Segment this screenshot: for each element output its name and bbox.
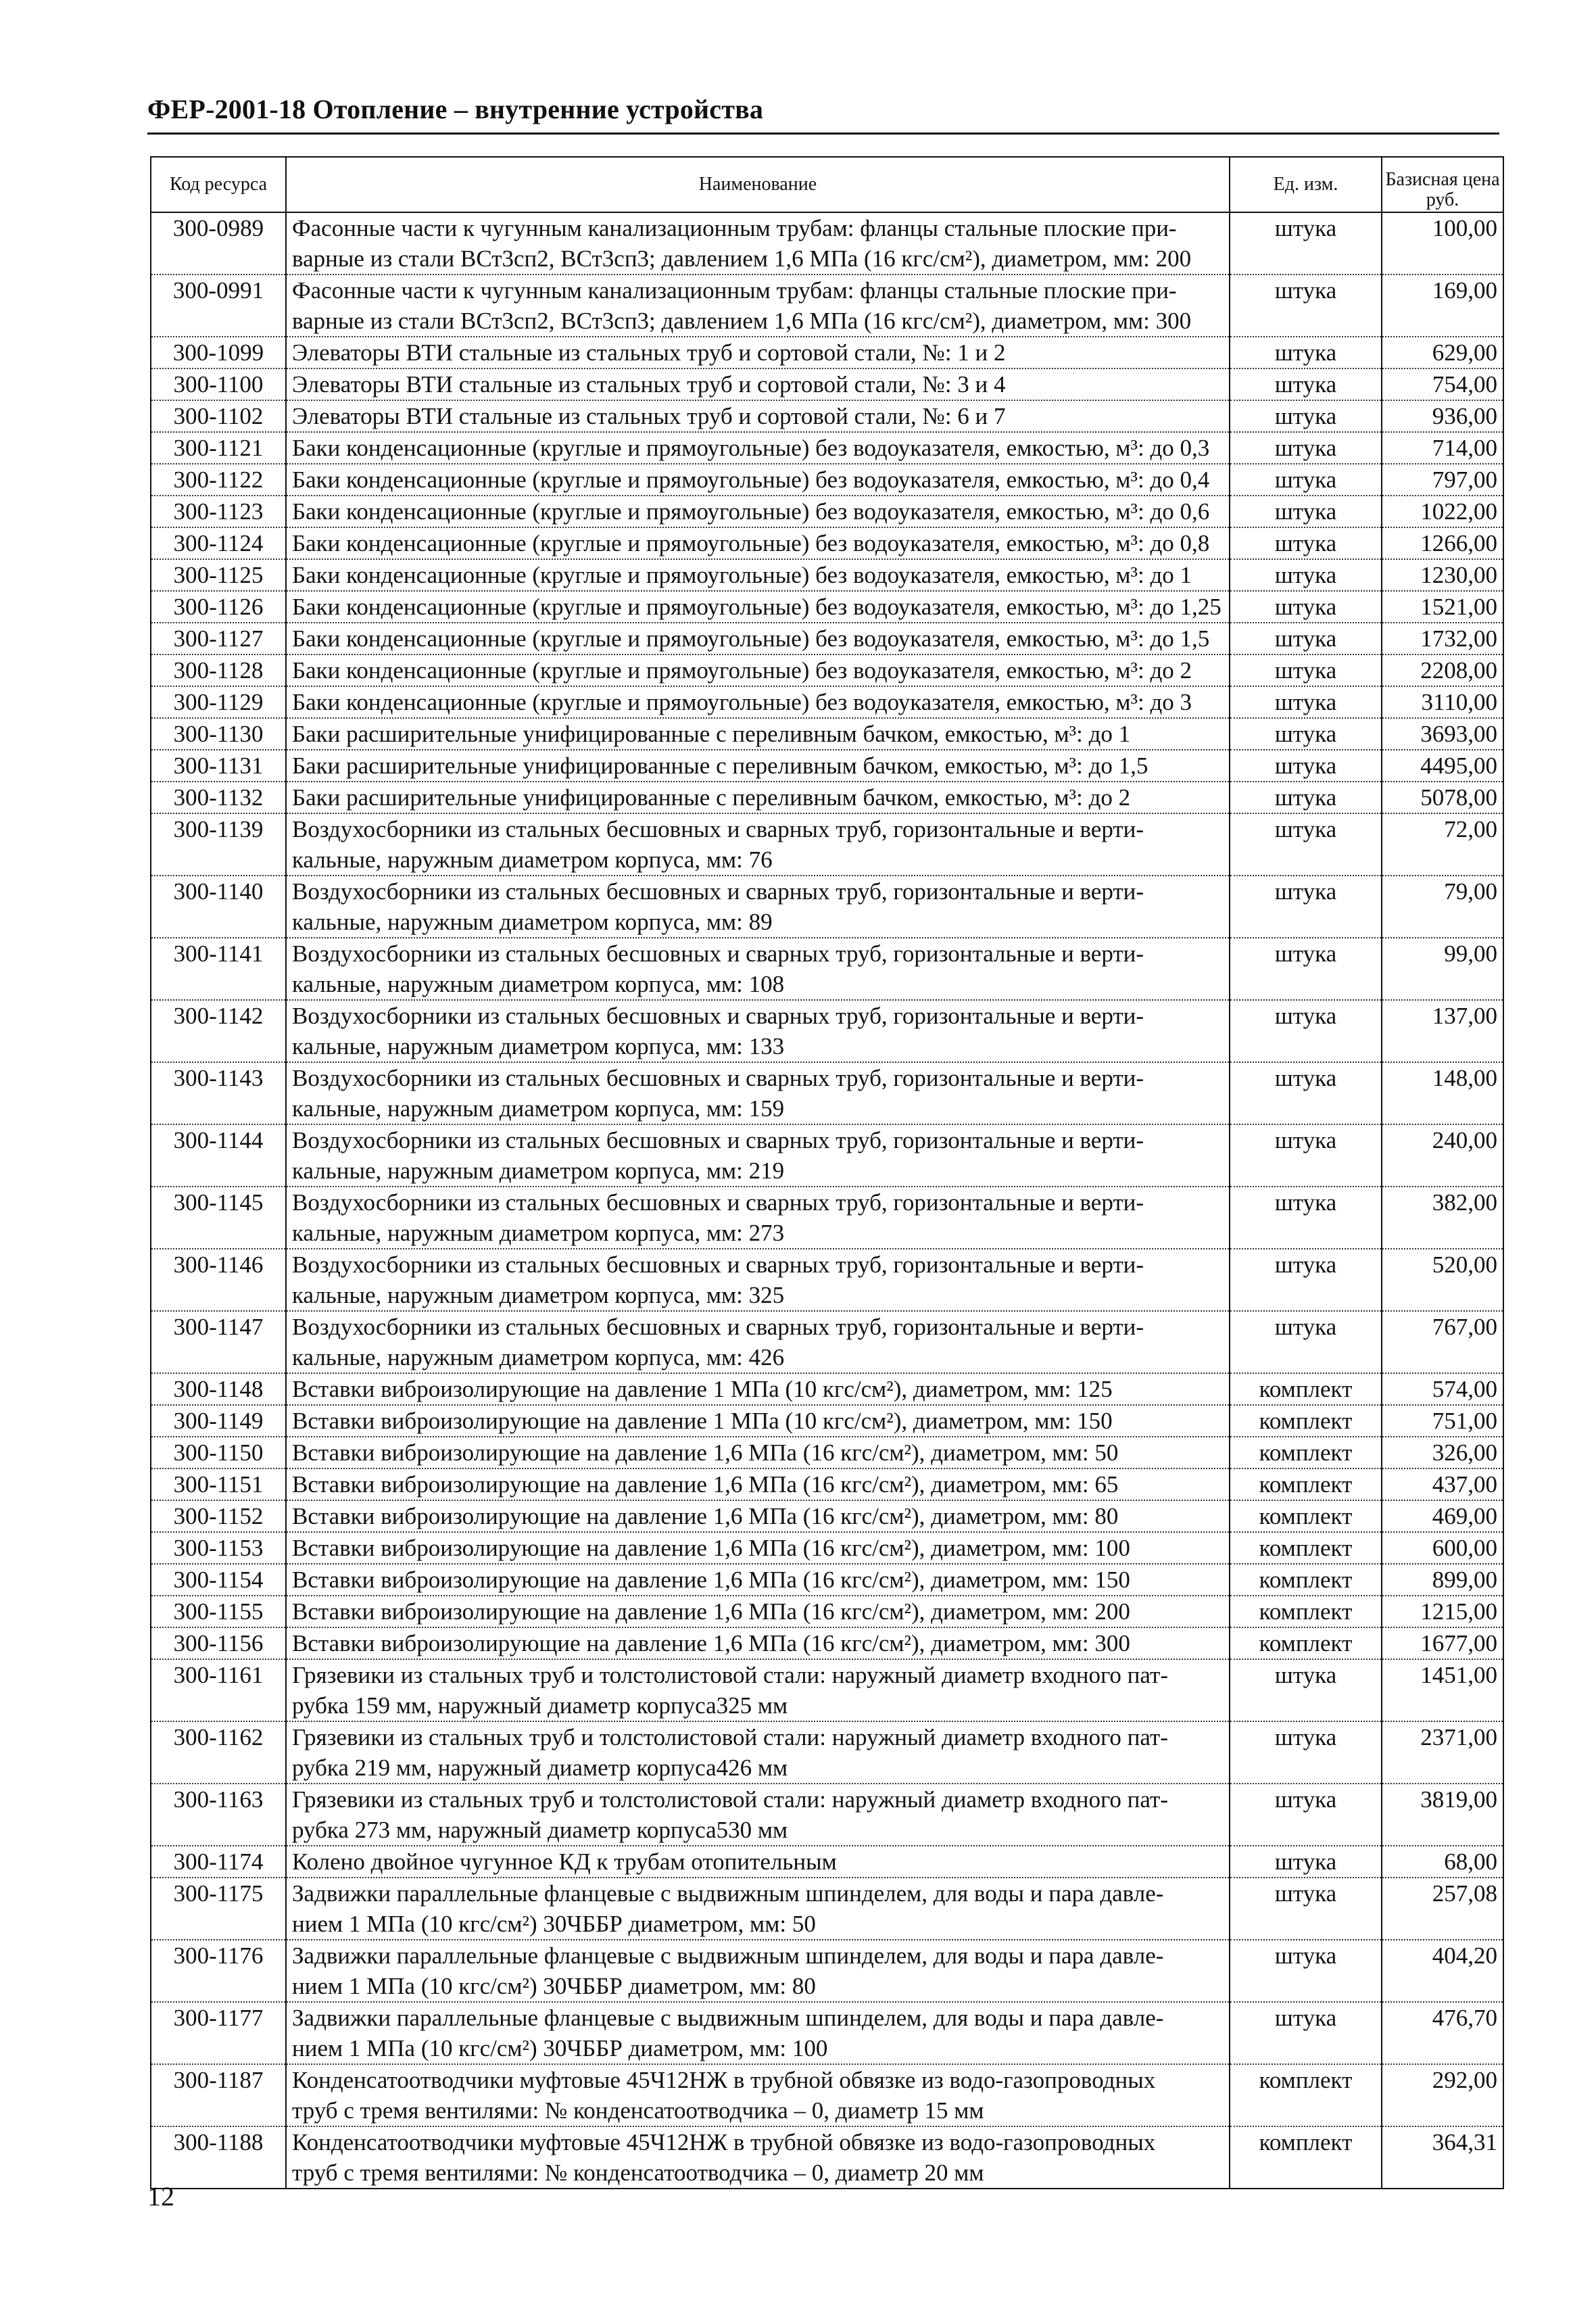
resource-code: 300-1122 [151, 464, 286, 496]
table-row [151, 1437, 1503, 1469]
resource-unit: штука [1230, 813, 1382, 876]
resource-name-line: Вставки виброизолирующие на давление 1,6 МПа (16 кгс/см²), диаметром, мм: 65 [292, 1471, 1119, 1498]
resource-name-line: Воздухосборники из стальных бесшовных и сварных труб, горизонтальные и верти- [292, 878, 1144, 905]
resource-price: 79,00 [1382, 876, 1503, 938]
table-row [151, 686, 1503, 718]
resource-name-line: Вставки виброизолирующие на давление 1 МПа (10 кгс/см²), диаметром, мм: 125 [292, 1376, 1113, 1402]
resource-unit: штука [1230, 337, 1382, 368]
resource-name [286, 1878, 1230, 1940]
resource-name-line: Воздухосборники из стальных бесшовных и сварных труб, горизонтальные и верти- [292, 816, 1144, 842]
resource-code: 300-1132 [151, 782, 286, 813]
table-row [151, 591, 1503, 623]
resource-price: 714,00 [1382, 432, 1503, 464]
resource-price: 600,00 [1382, 1532, 1503, 1564]
resource-unit: штука [1230, 1940, 1382, 2002]
resource-name-line: кальные, наружным диаметром корпуса, мм: 108 [292, 971, 785, 997]
resource-unit: штука [1230, 782, 1382, 813]
table-row [151, 1784, 1503, 1846]
resource-name-line: Элеваторы ВТИ стальные из стальных труб и сортовой стали, №: 6 и 7 [292, 403, 1006, 429]
resource-price: 1022,00 [1382, 496, 1503, 527]
resource-unit: комплект [1230, 1532, 1382, 1564]
table-row [151, 212, 1503, 275]
resource-code: 300-1148 [151, 1373, 286, 1405]
resource-price: 100,00 [1382, 212, 1503, 275]
resource-code: 300-1099 [151, 337, 286, 368]
table-row [151, 2064, 1503, 2126]
resource-name-line: Баки конденсационные (круглые и прямоугольные) без водоуказателя, емкостью, м³: до 2 [292, 657, 1192, 684]
resource-price: 257,08 [1382, 1878, 1503, 1940]
resource-name [286, 337, 1230, 368]
resource-name [286, 686, 1230, 718]
resource-name [286, 432, 1230, 464]
resource-name [286, 654, 1230, 686]
table-row [151, 432, 1503, 464]
resource-price: 1451,00 [1382, 1659, 1503, 1721]
resource-name [286, 591, 1230, 623]
resource-price: 3693,00 [1382, 718, 1503, 750]
resource-price: 3110,00 [1382, 686, 1503, 718]
resource-unit: штука [1230, 938, 1382, 1000]
resource-code: 300-1125 [151, 559, 286, 591]
resource-unit: штука [1230, 432, 1382, 464]
resource-code: 300-1142 [151, 1000, 286, 1062]
resource-unit: штука [1230, 876, 1382, 938]
table-row [151, 623, 1503, 654]
resource-name-line: кальные, наружным диаметром корпуса, мм: 273 [292, 1220, 785, 1246]
resource-name-line: Элеваторы ВТИ стальные из стальных труб и сортовой стали, №: 1 и 2 [292, 339, 1006, 366]
resource-unit: штука [1230, 718, 1382, 750]
resource-name-line: рубка 273 мм, наружный диаметр корпуса530 мм [292, 1817, 788, 1843]
resource-unit: штука [1230, 1721, 1382, 1784]
resource-code: 300-1102 [151, 400, 286, 432]
resource-price-table [150, 156, 1504, 2189]
resource-code: 300-1123 [151, 496, 286, 527]
resource-name-line: Воздухосборники из стальных бесшовных и сварных труб, горизонтальные и верти- [292, 1251, 1144, 1278]
table-row [151, 1627, 1503, 1659]
resource-name-line: нием 1 МПа (10 кгс/см²) 30ЧББР диаметром, мм: 80 [292, 1973, 816, 1999]
table-row [151, 2126, 1503, 2189]
resource-code: 300-1124 [151, 527, 286, 559]
resource-price: 2371,00 [1382, 1721, 1503, 1784]
resource-code: 300-1174 [151, 1846, 286, 1878]
resource-unit: комплект [1230, 1373, 1382, 1405]
resource-price: 899,00 [1382, 1564, 1503, 1596]
resource-price: 1521,00 [1382, 591, 1503, 623]
resource-name-line: кальные, наружным диаметром корпуса, мм: 426 [292, 1344, 785, 1370]
resource-name-line: Баки расширительные унифицированные с переливным бачком, емкостью, м³: до 1,5 [292, 753, 1148, 779]
resource-unit: комплект [1230, 1500, 1382, 1532]
resource-unit: комплект [1230, 1437, 1382, 1469]
resource-price: 1230,00 [1382, 559, 1503, 591]
resource-name [286, 1627, 1230, 1659]
resource-price: 382,00 [1382, 1187, 1503, 1249]
resource-unit: штука [1230, 400, 1382, 432]
resource-price: 240,00 [1382, 1124, 1503, 1187]
resource-unit: комплект [1230, 1564, 1382, 1596]
resource-price: 292,00 [1382, 2064, 1503, 2126]
table-row [151, 400, 1503, 432]
column-header-code: Код ресурса [151, 157, 286, 212]
resource-price: 364,31 [1382, 2126, 1503, 2189]
resource-name-line: Задвижки параллельные фланцевые с выдвижным шпинделем, для воды и пара давле- [292, 1942, 1164, 1969]
table-row [151, 718, 1503, 750]
resource-name-line: Баки конденсационные (круглые и прямоугольные) без водоуказателя, емкостью, м³: до 0,8 [292, 530, 1210, 556]
resource-unit: комплект [1230, 2064, 1382, 2126]
resource-name-line: Вставки виброизолирующие на давление 1,6 МПа (16 кгс/см²), диаметром, мм: 100 [292, 1535, 1130, 1561]
resource-code: 300-1140 [151, 876, 286, 938]
table-header-row [151, 157, 1503, 212]
resource-code: 300-1156 [151, 1627, 286, 1659]
resource-name [286, 1405, 1230, 1437]
resource-name-line: Вставки виброизолирующие на давление 1,6 МПа (16 кгс/см²), диаметром, мм: 150 [292, 1567, 1130, 1593]
resource-name-line: кальные, наружным диаметром корпуса, мм: 219 [292, 1158, 785, 1184]
resource-name-line: Фасонные части к чугунным канализационным трубам: фланцы стальные плоские при- [292, 215, 1177, 241]
table-row [151, 1500, 1503, 1532]
resource-unit: штука [1230, 1659, 1382, 1721]
resource-name-line: Воздухосборники из стальных бесшовных и сварных труб, горизонтальные и верти- [292, 940, 1144, 967]
resource-code: 300-1161 [151, 1659, 286, 1721]
resource-name-line: Воздухосборники из стальных бесшовных и сварных труб, горизонтальные и верти- [292, 1127, 1144, 1153]
resource-price: 751,00 [1382, 1405, 1503, 1437]
resource-name [286, 1249, 1230, 1311]
resource-name-line: варные из стали ВСт3сп2, ВСт3сп3; давлением 1,6 МПа (16 кгс/см²), диаметром, мм: 300 [292, 308, 1192, 334]
resource-price: 767,00 [1382, 1311, 1503, 1373]
table-row [151, 559, 1503, 591]
resource-name [286, 813, 1230, 876]
resource-code: 300-1121 [151, 432, 286, 464]
resource-name-line: кальные, наружным диаметром корпуса, мм: 89 [292, 909, 773, 935]
resource-unit: штука [1230, 1784, 1382, 1846]
resource-name [286, 400, 1230, 432]
resource-code: 300-1153 [151, 1532, 286, 1564]
resource-name-line: труб с тремя вентилями: № конденсатоотводчика – 0, диаметр 15 мм [292, 2097, 984, 2124]
resource-name-line: Вставки виброизолирующие на давление 1,6 МПа (16 кгс/см²), диаметром, мм: 200 [292, 1598, 1130, 1625]
resource-code: 300-1187 [151, 2064, 286, 2126]
resource-name [286, 496, 1230, 527]
resource-unit: штука [1230, 1311, 1382, 1373]
resource-name-line: Воздухосборники из стальных бесшовных и сварных труб, горизонтальные и верти- [292, 1314, 1144, 1340]
resource-name-line: Вставки виброизолирующие на давление 1,6 МПа (16 кгс/см²), диаметром, мм: 80 [292, 1503, 1119, 1529]
resource-code: 300-1126 [151, 591, 286, 623]
resource-code: 300-1152 [151, 1500, 286, 1532]
resource-price: 72,00 [1382, 813, 1503, 876]
resource-name [286, 275, 1230, 337]
resource-code: 300-1131 [151, 750, 286, 782]
resource-name-line: Баки конденсационные (круглые и прямоугольные) без водоуказателя, емкостью, м³: до 0,4 [292, 467, 1210, 493]
resource-unit: штука [1230, 275, 1382, 337]
resource-name-line: Элеваторы ВТИ стальные из стальных труб и сортовой стали, №: 3 и 4 [292, 371, 1006, 398]
table-row [151, 1249, 1503, 1311]
resource-unit: штука [1230, 623, 1382, 654]
table-row [151, 876, 1503, 938]
resource-name-line: Вставки виброизолирующие на давление 1,6 МПа (16 кгс/см²), диаметром, мм: 300 [292, 1630, 1130, 1656]
resource-unit: штука [1230, 559, 1382, 591]
resource-price: 936,00 [1382, 400, 1503, 432]
table-row [151, 750, 1503, 782]
resource-name-line: кальные, наружным диаметром корпуса, мм: 325 [292, 1282, 785, 1308]
table-row [151, 1469, 1503, 1500]
resource-name [286, 368, 1230, 400]
resource-code: 300-1188 [151, 2126, 286, 2189]
resource-name-line: рубка 219 мм, наружный диаметр корпуса426 мм [292, 1755, 788, 1781]
resource-name [286, 782, 1230, 813]
resource-name [286, 1000, 1230, 1062]
resource-name [286, 1437, 1230, 1469]
resource-price: 68,00 [1382, 1846, 1503, 1878]
resource-name-line: Грязевики из стальных труб и толстолистовой стали: наружный диаметр входного пат- [292, 1786, 1168, 1813]
resource-price: 437,00 [1382, 1469, 1503, 1500]
resource-name [286, 1846, 1230, 1878]
resource-name-line: нием 1 МПа (10 кгс/см²) 30ЧББР диаметром, мм: 100 [292, 2035, 828, 2061]
resource-unit: комплект [1230, 2126, 1382, 2189]
resource-price: 574,00 [1382, 1373, 1503, 1405]
resource-name [286, 2002, 1230, 2064]
resource-name-line: Баки конденсационные (круглые и прямоугольные) без водоуказателя, емкостью, м³: до 1 [292, 562, 1192, 588]
resource-unit: штука [1230, 496, 1382, 527]
resource-unit: штука [1230, 654, 1382, 686]
resource-name-line: Задвижки параллельные фланцевые с выдвижным шпинделем, для воды и пара давле- [292, 1880, 1164, 1907]
table-row [151, 1405, 1503, 1437]
resource-name-line: Воздухосборники из стальных бесшовных и сварных труб, горизонтальные и верти- [292, 1003, 1144, 1029]
resource-unit: штука [1230, 2002, 1382, 2064]
resource-name-line: кальные, наружным диаметром корпуса, мм: 133 [292, 1033, 785, 1059]
table-row [151, 1124, 1503, 1187]
resource-unit: штука [1230, 1878, 1382, 1940]
resource-unit: штука [1230, 591, 1382, 623]
header-rule [147, 133, 1499, 135]
resource-name [286, 1311, 1230, 1373]
resource-name [286, 750, 1230, 782]
resource-name-line: Баки конденсационные (круглые и прямоугольные) без водоуказателя, емкостью, м³: до 1,25 [292, 594, 1222, 620]
resource-price: 1266,00 [1382, 527, 1503, 559]
resource-unit: штука [1230, 368, 1382, 400]
resource-code: 300-1162 [151, 1721, 286, 1784]
table-row [151, 1940, 1503, 2002]
resource-code: 300-1129 [151, 686, 286, 718]
table-row [151, 1187, 1503, 1249]
resource-unit: штука [1230, 686, 1382, 718]
resource-price: 476,70 [1382, 2002, 1503, 2064]
resource-unit: комплект [1230, 1469, 1382, 1500]
resource-name [286, 938, 1230, 1000]
table-row [151, 938, 1503, 1000]
table-row [151, 275, 1503, 337]
resource-price: 404,20 [1382, 1940, 1503, 2002]
page-number: 12 [147, 2181, 174, 2212]
table-row [151, 496, 1503, 527]
resource-name [286, 1940, 1230, 2002]
table-row [151, 1062, 1503, 1124]
resource-name-line: Баки конденсационные (круглые и прямоугольные) без водоуказателя, емкостью, м³: до 0,3 [292, 435, 1210, 461]
resource-code: 300-1145 [151, 1187, 286, 1249]
table-row [151, 368, 1503, 400]
resource-price: 169,00 [1382, 275, 1503, 337]
resource-name-line: Колено двойное чугунное КД к трубам отопительным [292, 1848, 837, 1875]
resource-code: 300-1147 [151, 1311, 286, 1373]
page-header-title: ФЕР-2001-18 Отопление – внутренние устройства [147, 94, 764, 124]
table-row [151, 1846, 1503, 1878]
resource-price: 4495,00 [1382, 750, 1503, 782]
column-header-name: Наименование [286, 157, 1230, 212]
resource-name [286, 2064, 1230, 2126]
resource-name-line: Грязевики из стальных труб и толстолистовой стали: наружный диаметр входного пат- [292, 1662, 1168, 1688]
resource-unit: комплект [1230, 1627, 1382, 1659]
resource-name [286, 1596, 1230, 1627]
resource-name-line: кальные, наружным диаметром корпуса, мм: 76 [292, 846, 773, 873]
table-row [151, 1000, 1503, 1062]
table-row [151, 1596, 1503, 1627]
resource-unit: штука [1230, 750, 1382, 782]
resource-price: 99,00 [1382, 938, 1503, 1000]
resource-price: 520,00 [1382, 1249, 1503, 1311]
resource-price: 1677,00 [1382, 1627, 1503, 1659]
resource-name-line: Вставки виброизолирующие на давление 1,6 МПа (16 кгс/см²), диаметром, мм: 50 [292, 1439, 1119, 1466]
table-row [151, 1878, 1503, 1940]
resource-code: 300-1141 [151, 938, 286, 1000]
resource-name [286, 623, 1230, 654]
resource-price: 2208,00 [1382, 654, 1503, 686]
resource-price: 5078,00 [1382, 782, 1503, 813]
resource-price: 326,00 [1382, 1437, 1503, 1469]
column-header-unit: Ед. изм. [1230, 157, 1382, 212]
resource-name [286, 1187, 1230, 1249]
resource-name [286, 527, 1230, 559]
resource-name-line: Воздухосборники из стальных бесшовных и сварных труб, горизонтальные и верти- [292, 1189, 1144, 1216]
resource-name-line: Вставки виброизолирующие на давление 1 МПа (10 кгс/см²), диаметром, мм: 150 [292, 1408, 1113, 1434]
table-row [151, 2002, 1503, 2064]
resource-code: 300-1150 [151, 1437, 286, 1469]
resource-code: 300-1139 [151, 813, 286, 876]
resource-code: 300-1177 [151, 2002, 286, 2064]
resource-name [286, 876, 1230, 938]
resource-code: 300-1149 [151, 1405, 286, 1437]
resource-name-line: кальные, наружным диаметром корпуса, мм: 159 [292, 1095, 785, 1122]
table-row [151, 527, 1503, 559]
resource-name-line: Баки конденсационные (круглые и прямоугольные) без водоуказателя, емкостью, м³: до 0,6 [292, 498, 1210, 525]
resource-price: 1732,00 [1382, 623, 1503, 654]
table-row [151, 1373, 1503, 1405]
resource-code: 300-1127 [151, 623, 286, 654]
resource-name [286, 2126, 1230, 2189]
resource-code: 300-1146 [151, 1249, 286, 1311]
resource-name [286, 1659, 1230, 1721]
resource-code: 300-1175 [151, 1878, 286, 1940]
resource-name-line: Конденсатоотводчики муфтовые 45Ч12НЖ в трубной обвязке из водо-газопроводных [292, 2067, 1156, 2093]
resource-code: 300-1151 [151, 1469, 286, 1500]
resource-code: 300-1130 [151, 718, 286, 750]
resource-price: 1215,00 [1382, 1596, 1503, 1627]
resource-unit: штука [1230, 1000, 1382, 1062]
resource-price: 148,00 [1382, 1062, 1503, 1124]
table-row [151, 1564, 1503, 1596]
table-row [151, 1532, 1503, 1564]
resource-price: 3819,00 [1382, 1784, 1503, 1846]
resource-name-line: труб с тремя вентилями: № конденсатоотводчика – 0, диаметр 20 мм [292, 2159, 984, 2186]
resource-name [286, 1062, 1230, 1124]
resource-unit: штука [1230, 212, 1382, 275]
resource-name [286, 1564, 1230, 1596]
column-header-price: Базисная цена руб. [1382, 157, 1503, 212]
resource-name-line: Баки расширительные унифицированные с переливным бачком, емкостью, м³: до 1 [292, 721, 1131, 747]
resource-code: 300-1144 [151, 1124, 286, 1187]
table-row [151, 1659, 1503, 1721]
resource-name [286, 1124, 1230, 1187]
table-row [151, 654, 1503, 686]
resource-name [286, 212, 1230, 275]
table-row [151, 1311, 1503, 1373]
resource-unit: штука [1230, 1187, 1382, 1249]
resource-name-line: Фасонные части к чугунным канализационным трубам: фланцы стальные плоские при- [292, 277, 1177, 304]
resource-code: 300-1163 [151, 1784, 286, 1846]
resource-code: 300-1143 [151, 1062, 286, 1124]
table-row [151, 464, 1503, 496]
resource-name [286, 1373, 1230, 1405]
resource-code: 300-1154 [151, 1564, 286, 1596]
resource-price: 754,00 [1382, 368, 1503, 400]
resource-unit: штука [1230, 1846, 1382, 1878]
resource-price: 629,00 [1382, 337, 1503, 368]
resource-name [286, 1532, 1230, 1564]
resource-unit: штука [1230, 1249, 1382, 1311]
resource-name [286, 718, 1230, 750]
table-row [151, 782, 1503, 813]
resource-price: 469,00 [1382, 1500, 1503, 1532]
resource-unit: штука [1230, 527, 1382, 559]
resource-unit: штука [1230, 464, 1382, 496]
resource-name [286, 1469, 1230, 1500]
table-row [151, 1721, 1503, 1784]
resource-name-line: рубка 159 мм, наружный диаметр корпуса325 мм [292, 1692, 788, 1719]
resource-code: 300-0989 [151, 212, 286, 275]
table-row [151, 337, 1503, 368]
resource-code: 300-1176 [151, 1940, 286, 2002]
resource-name-line: варные из стали ВСт3сп2, ВСт3сп3; давлением 1,6 МПа (16 кгс/см²), диаметром, мм: 200 [292, 245, 1192, 272]
resource-name-line: Конденсатоотводчики муфтовые 45Ч12НЖ в трубной обвязке из водо-газопроводных [292, 2129, 1156, 2155]
resource-name [286, 1500, 1230, 1532]
resource-name [286, 1784, 1230, 1846]
resource-price: 137,00 [1382, 1000, 1503, 1062]
resource-code: 300-1100 [151, 368, 286, 400]
resource-unit: комплект [1230, 1405, 1382, 1437]
resource-unit: комплект [1230, 1596, 1382, 1627]
resource-name [286, 464, 1230, 496]
resource-price: 797,00 [1382, 464, 1503, 496]
resource-unit: штука [1230, 1062, 1382, 1124]
resource-name-line: Баки конденсационные (круглые и прямоугольные) без водоуказателя, емкостью, м³: до 1,5 [292, 625, 1210, 652]
resource-name [286, 559, 1230, 591]
resource-name-line: Воздухосборники из стальных бесшовных и сварных труб, горизонтальные и верти- [292, 1065, 1144, 1091]
resource-name [286, 1721, 1230, 1784]
resource-name-line: Баки конденсационные (круглые и прямоугольные) без водоуказателя, емкостью, м³: до 3 [292, 689, 1192, 715]
resource-code: 300-0991 [151, 275, 286, 337]
resource-code: 300-1155 [151, 1596, 286, 1627]
resource-name-line: Баки расширительные унифицированные с переливным бачком, емкостью, м³: до 2 [292, 784, 1131, 811]
resource-unit: штука [1230, 1124, 1382, 1187]
resource-code: 300-1128 [151, 654, 286, 686]
table-row [151, 813, 1503, 876]
resource-name-line: Грязевики из стальных труб и толстолистовой стали: наружный диаметр входного пат- [292, 1724, 1168, 1750]
resource-name-line: Задвижки параллельные фланцевые с выдвижным шпинделем, для воды и пара давле- [292, 2005, 1164, 2031]
resource-name-line: нием 1 МПа (10 кгс/см²) 30ЧББР диаметром, мм: 50 [292, 1911, 816, 1937]
